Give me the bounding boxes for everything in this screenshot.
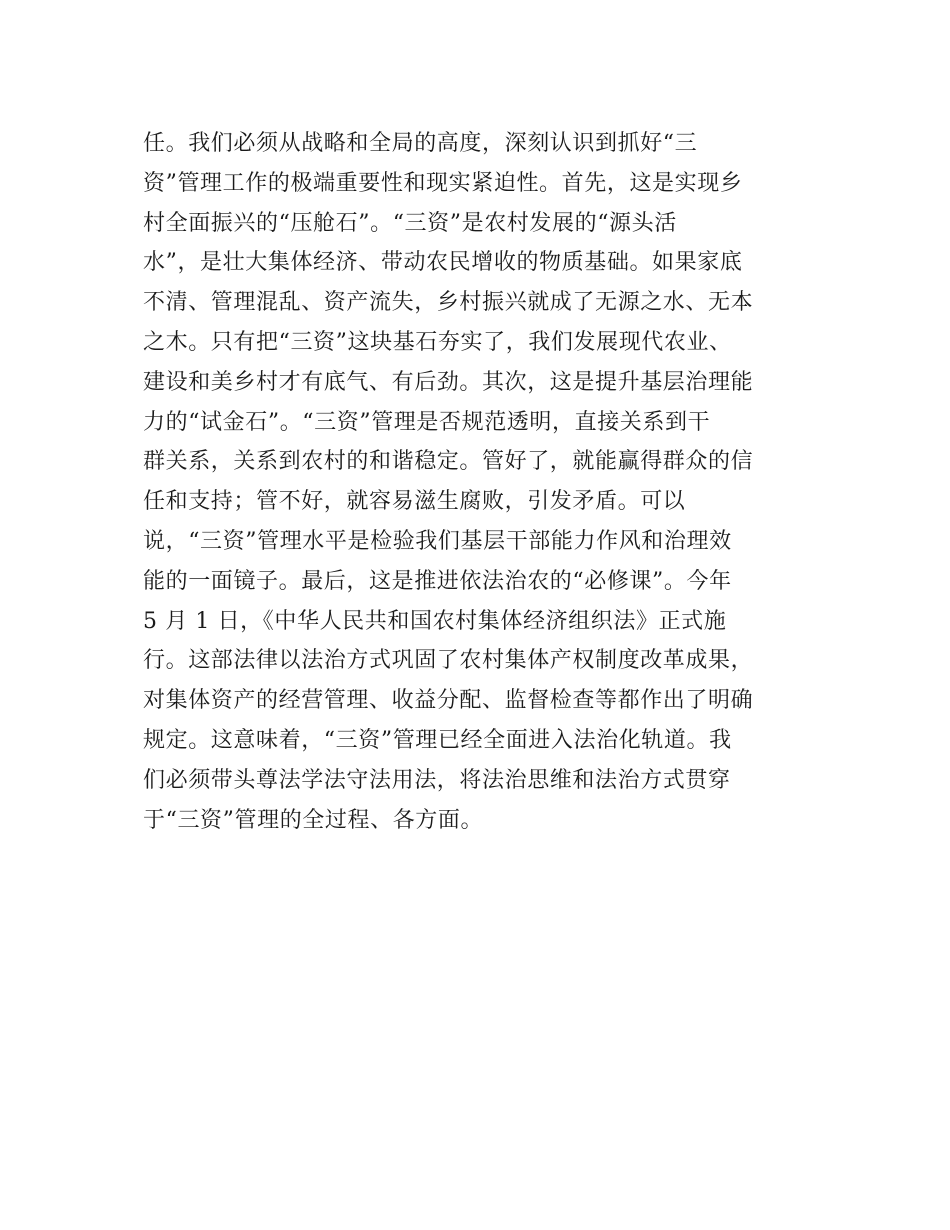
text-line: 资”管理工作的极端重要性和现实紧迫性。首先，这是实现乡 bbox=[143, 170, 743, 196]
text-line: 任。我们必须从战略和全局的高度，深刻认识到抓好“三 bbox=[143, 131, 698, 156]
text-line: 建设和美乡村才有底气、有后劲。其次，这是提升基层治理能 bbox=[143, 369, 754, 395]
text-line: 力的“试金石”。“三资”管理是否规范透明，直接关系到干 bbox=[143, 409, 711, 435]
text-line: 行。这部法律以法治方式巩固了农村集体产权制度改革成果， bbox=[143, 648, 754, 674]
text-line: 能的一面镜子。最后，这是推进依法治农的“必修课”。今年 bbox=[143, 568, 732, 594]
text-line: 不清、管理混乱、资产流失，乡村振兴就成了无源之水、无本 bbox=[143, 290, 754, 316]
text-line: 于“三资”管理的全过程、各方面。 bbox=[143, 807, 484, 833]
text-line: 之木。只有把“三资”这块基石夯实了，我们发展现代农业、 bbox=[143, 329, 732, 355]
text-line: 规定。这意味着，“三资”管理已经全面进入法治化轨道。我 bbox=[143, 727, 732, 753]
text-line: 任和支持；管不好，就容易滋生腐败，引发矛盾。可以 bbox=[143, 489, 686, 515]
text-line: 群关系，关系到农村的和谐稳定。管好了，就能赢得群众的信 bbox=[143, 449, 754, 475]
text-line: 对集体资产的经营管理、收益分配、监督检查等都作出了明确 bbox=[143, 688, 754, 714]
text-line: 说，“三资”管理水平是检验我们基层干部能力作风和治理效 bbox=[143, 528, 732, 554]
text-line: 们必须带头尊法学法守法用法，将法治思维和法治方式贯穿 bbox=[143, 767, 731, 793]
body-paragraph bbox=[143, 124, 823, 840]
text-line: 水”，是壮大集体经济、带动农民增收的物质基础。如果家底 bbox=[143, 250, 743, 276]
text-line: 5 月 1 日，《中华人民共和国农村集体经济组织法》正式施 bbox=[143, 608, 727, 634]
text-line: 村全面振兴的“压舱石”。“三资”是农村发展的“源头活 bbox=[143, 210, 677, 236]
